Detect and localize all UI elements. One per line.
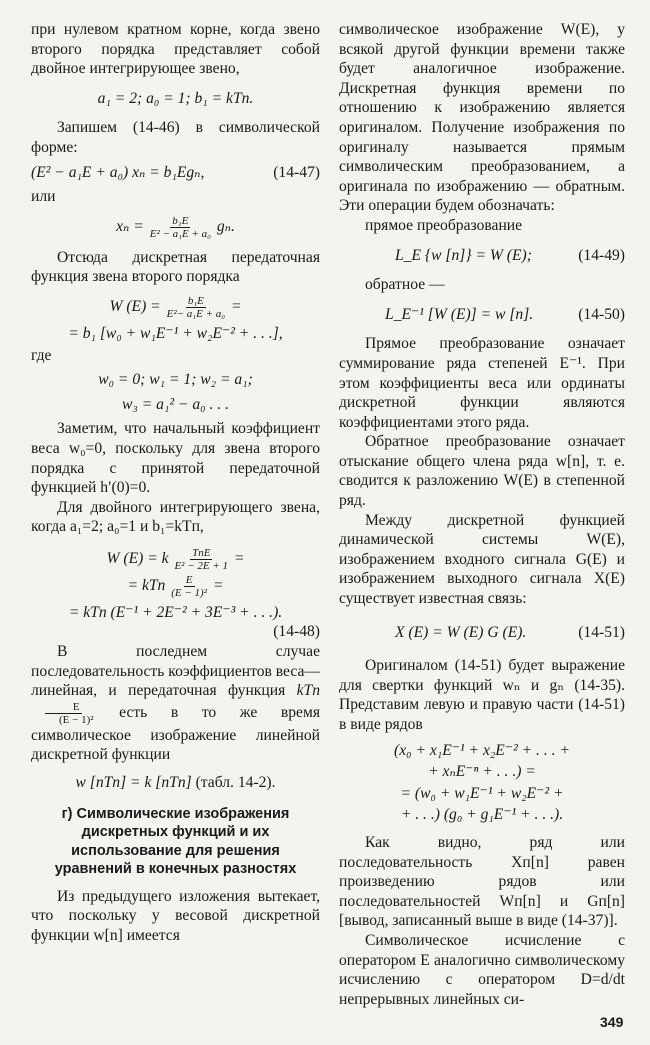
right-equation-series-4: + . . .) (g₀ + g₁E⁻¹ + . . .). <box>400 806 564 824</box>
right-paragraph-6: Между дискретной функцией динамической системы W(E), изображением входного сигнала G(E) и изображением выходного сигнала X(E) существует известная связь: <box>339 511 625 608</box>
left-equation-double-integrator-2 <box>31 574 320 599</box>
left-equation-coefficients: a₁ = 2; a₀ = 1; b₁ = kTп. <box>97 89 254 107</box>
right-equation-14-51 <box>395 623 625 643</box>
fraction-denominator: E² − a₁E + a₀ <box>149 227 211 240</box>
left-equation-series: = b₁ [w₀ + w₁E⁻¹ + w₂E⁻² + . . .], <box>68 324 283 342</box>
right-equation-14-49 <box>395 246 625 266</box>
fraction-numerator: E <box>45 701 82 714</box>
fraction <box>174 547 228 572</box>
left-equation-14-47 <box>31 163 320 183</box>
equation-rhs: = <box>212 576 224 594</box>
fraction-numerator: E <box>185 573 193 586</box>
left-paragraph-7: Для двойного интегрирующего звена, когда a₁=2; a₀=1 и b₁=kTп, <box>31 498 320 536</box>
left-equation-transfer <box>31 295 320 320</box>
right-paragraph-7: Оригиналом (14-51) будет выражение для свертки функций wₙ и gₙ (14-35). Представим левую и правую части (14-51) в виде рядов <box>339 657 625 733</box>
left-equation-14-48: = kTп (E⁻¹ + 2E⁻² + 3E⁻³ + . . .). <box>68 603 283 621</box>
equation-rhs: gₙ. <box>216 217 235 235</box>
section-heading: г) Символические изображения дискретных функций и их использование для решения уравнений в конечных разностях <box>54 805 297 878</box>
fraction-numerator: b₁E <box>187 294 204 307</box>
equation-tag: (14-50) <box>578 305 625 323</box>
equation-lhs: = kTп <box>127 576 166 594</box>
left-column <box>31 20 320 945</box>
right-paragraph-5: Обратное преобразование означает отыскание общего члена ряда w[n], т. е. сводится к разложению W(E) в степенной ряд. <box>339 433 625 510</box>
equation-tag-14-48: (14-48) <box>273 623 320 641</box>
right-paragraph-9: Символическое исчисление с оператором E аналогично символическому исчислению с оператором D=d/dt непрерывных линейных си- <box>339 931 625 1008</box>
right-equation-series-1: (x₀ + x₁E⁻¹ + x₂E⁻² + . . . + <box>394 741 570 759</box>
right-column <box>339 20 625 1009</box>
right-equation-series-2: + xₙE⁻ⁿ + . . .) = <box>428 763 536 781</box>
left-paragraph-5: где <box>31 346 52 364</box>
equation-tag: (14-49) <box>578 246 625 264</box>
inline-math: kTп <box>296 682 320 700</box>
fraction-denominator: (E − 1)² <box>59 713 94 726</box>
equation-body: (E² − a₁E + a₀) xₙ = b₁Egₙ, <box>31 163 205 181</box>
left-paragraph-8 <box>31 642 320 765</box>
right-paragraph-3: обратное — <box>365 276 445 294</box>
paragraph-text: есть в то же время символическое изображение линейной дискретной функции <box>31 703 320 764</box>
left-equation-weights-1: w₀ = 0; w₁ = 1; w₂ = a₁; <box>98 371 253 389</box>
right-equation-series-3: = (w₀ + w₁E⁻¹ + w₂E⁻² + <box>400 784 564 802</box>
right-equation-14-50 <box>385 305 625 325</box>
left-paragraph-4: Отсюда дискретная передаточная функция звена второго порядка <box>31 248 320 286</box>
left-equation-weights-2: w₃ = a₁² − a₀ . . . <box>122 395 229 413</box>
fraction-denominator: E²− a₁E + a₀ <box>166 307 226 320</box>
fraction-numerator: TпE <box>192 546 211 559</box>
equation-body: L_E⁻¹ [W (E)] = w [n]. <box>385 305 534 323</box>
equation-rhs: = <box>231 298 242 316</box>
equation-rhs: = <box>233 549 245 567</box>
inline-fraction <box>33 701 94 726</box>
fraction-numerator: b₁E <box>172 214 189 227</box>
left-paragraph-3: или <box>31 188 56 206</box>
left-paragraph-2: Запишем (14-46) в символической форме: <box>31 119 320 156</box>
right-paragraph-2: прямое преобразование <box>365 216 523 234</box>
left-paragraph-6: Заметим, что начальный коэффициент веса w₀=0, поскольку для звена второго порядка с принятой передаточной функцией h′(0)=0. <box>31 420 320 497</box>
left-paragraph-9: Из предыдущего изложения вытекает, что поскольку у весовой дискретной функции w[n] имеется <box>31 887 320 944</box>
equation-lhs: W (E) = <box>109 298 161 316</box>
right-paragraph-4: Прямое преобразование означает суммирование ряда степеней E⁻¹. При этом коэффициенты веса или ординаты дискретной функции являются коэффициентами этого ряда. <box>339 335 625 431</box>
equation-note: (табл. 14-2). <box>195 774 276 792</box>
equation-body: L_E {w [n]} = W (E); <box>395 246 532 264</box>
page-number: 349 <box>600 1014 624 1030</box>
fraction <box>150 215 211 240</box>
equation-tag: (14-51) <box>578 623 625 641</box>
right-paragraph-8: Как видно, ряд или последовательность Xп[n] равен произведению рядов или последовательностей Wп[n] и Gп[n] [вывод, записанный выше в виде (14-37)]. <box>339 833 625 930</box>
equation-lhs: xₙ = <box>116 217 144 235</box>
fraction-denominator: (E − 1)² <box>171 586 208 599</box>
fraction <box>167 295 225 320</box>
left-paragraph-1: при нулевом кратном корне, когда звено второго порядка представляет собой двойное интегрирующее звено, <box>31 21 320 78</box>
equation-body: X (E) = W (E) G (E). <box>395 623 527 641</box>
right-paragraph-1: символическое изображение W(E), у всякой другой функции времени также будет аналогичное изображение. Дискретная функция времени по отношению к изображению является оригиналом. Получение изображения по оригиналу называется прямым символическим преобразованием, а оригинала по изображению — обратным. Эти операции будем обозначать: <box>339 21 625 215</box>
equation-body: w [nTп] = k [nTп] <box>75 774 192 792</box>
equation-lhs: W (E) = k <box>106 549 169 567</box>
left-equation-double-integrator-1 <box>31 547 320 572</box>
paragraph-text: В последнем случае последовательность коэффициентов веса—линейная, и передаточная функция <box>31 643 320 700</box>
fraction <box>171 574 207 599</box>
left-equation-xn <box>31 215 320 240</box>
left-equation-linear <box>31 773 320 793</box>
equation-tag: (14-47) <box>273 163 320 181</box>
fraction-denominator: E² − 2E + 1 <box>174 559 229 572</box>
